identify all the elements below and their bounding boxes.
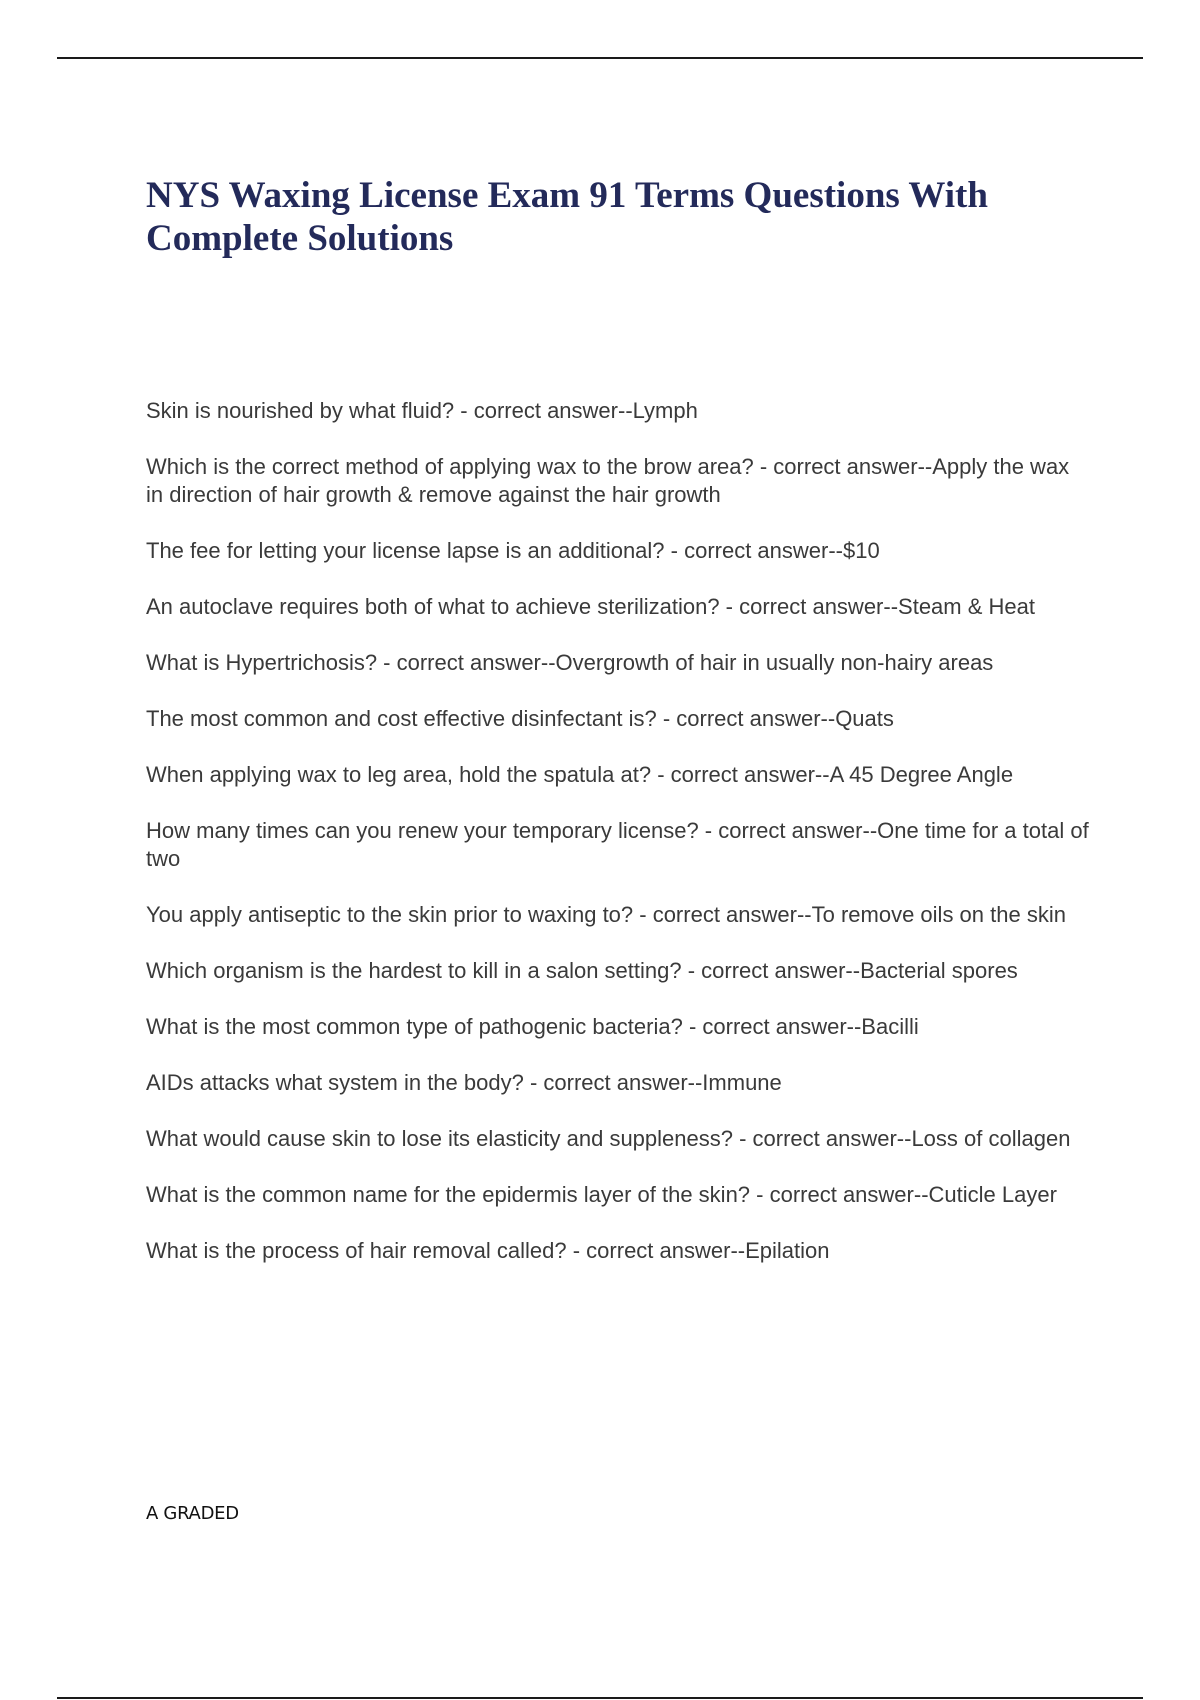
bottom-rule bbox=[57, 1697, 1143, 1699]
qa-item-5: What is Hypertrichosis? - correct answer--Overgrowth of hair in usually non-hairy areas bbox=[146, 650, 994, 675]
qa-item-6: The most common and cost effective disinfectant is? - correct answer--Quats bbox=[146, 706, 894, 731]
qa-item-1: Skin is nourished by what fluid? - correct answer--Lymph bbox=[146, 398, 698, 423]
qa-item-14: What is the common name for the epidermis layer of the skin? - correct answer--Cuticle Layer bbox=[146, 1182, 1057, 1207]
qa-item-13: What would cause skin to lose its elasticity and suppleness? - correct answer--Loss of collagen bbox=[146, 1126, 1071, 1151]
qa-item-9: You apply antiseptic to the skin prior to waxing to? - correct answer--To remove oils on the skin bbox=[146, 902, 1066, 927]
qa-item-12: AIDs attacks what system in the body? - correct answer--Immune bbox=[146, 1070, 782, 1095]
qa-item-3: The fee for letting your license lapse is an additional? - correct answer--$10 bbox=[146, 538, 880, 563]
document-title: NYS Waxing License Exam 91 Terms Questions With Complete Solutions bbox=[146, 175, 988, 259]
grade-label: A GRADED bbox=[146, 1503, 239, 1524]
top-rule bbox=[57, 57, 1143, 59]
qa-item-11: What is the most common type of pathogenic bacteria? - correct answer--Bacilli bbox=[146, 1014, 919, 1039]
qa-item-15: What is the process of hair removal called? - correct answer--Epilation bbox=[146, 1238, 830, 1263]
qa-item-2: Which is the correct method of applying wax to the brow area? - correct answer--Apply the wax in direction of hair growth & remove against the hair growth bbox=[146, 454, 1070, 507]
qa-item-10: Which organism is the hardest to kill in a salon setting? - correct answer--Bacterial spores bbox=[146, 958, 1018, 983]
qa-item-8: How many times can you renew your temporary license? - correct answer--One time for a total of two bbox=[146, 818, 1089, 871]
qa-item-4: An autoclave requires both of what to achieve sterilization? - correct answer--Steam & Heat bbox=[146, 594, 1035, 619]
qa-item-7: When applying wax to leg area, hold the spatula at? - correct answer--A 45 Degree Angle bbox=[146, 762, 1014, 787]
question-answer-list bbox=[146, 397, 1091, 1293]
